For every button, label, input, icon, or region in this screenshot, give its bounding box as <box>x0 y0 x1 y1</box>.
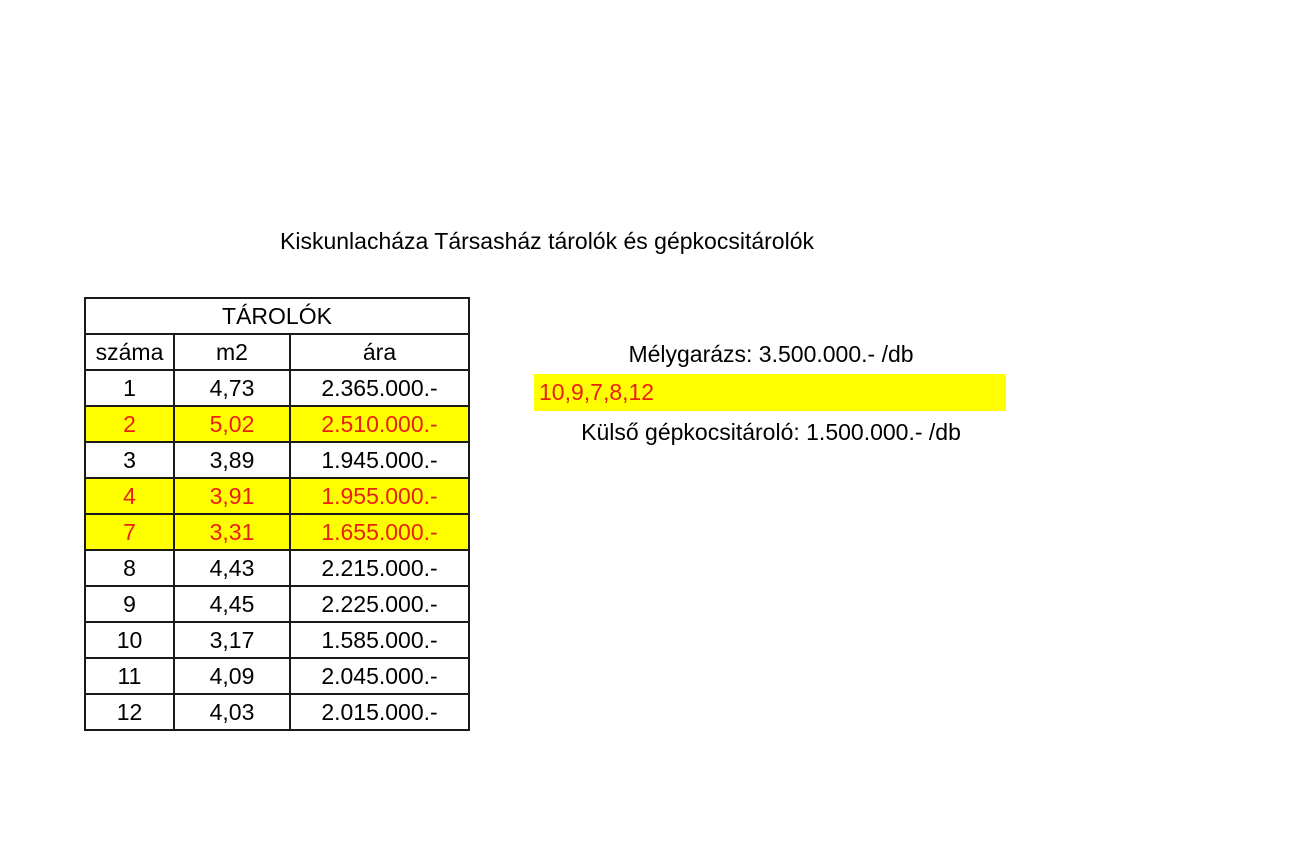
cell-area: 3,31 <box>174 514 290 550</box>
table-row <box>85 370 469 406</box>
cell-number: 10 <box>85 622 174 658</box>
storage-table <box>84 297 470 731</box>
cell-number: 12 <box>85 694 174 730</box>
cell-area: 3,89 <box>174 442 290 478</box>
cell-area: 4,03 <box>174 694 290 730</box>
garage-available-numbers: 10,9,7,8,12 <box>534 374 1006 411</box>
cell-number: 1 <box>85 370 174 406</box>
table-heading: TÁROLÓK <box>85 298 469 334</box>
cell-price: 1.945.000.- <box>290 442 469 478</box>
table-row <box>85 622 469 658</box>
cell-area: 4,43 <box>174 550 290 586</box>
cell-price: 1.655.000.- <box>290 514 469 550</box>
cell-number: 7 <box>85 514 174 550</box>
cell-area: 4,09 <box>174 658 290 694</box>
cell-number: 8 <box>85 550 174 586</box>
table-row <box>85 694 469 730</box>
cell-price: 2.015.000.- <box>290 694 469 730</box>
underground-garage-price: Mélygarázs: 3.500.000.- /db <box>628 341 914 367</box>
cell-number: 4 <box>85 478 174 514</box>
cell-area: 4,45 <box>174 586 290 622</box>
cell-area: 5,02 <box>174 406 290 442</box>
table-row <box>85 514 469 550</box>
cell-number: 2 <box>85 406 174 442</box>
table-row <box>85 586 469 622</box>
table-body <box>85 370 469 730</box>
column-header-price: ára <box>290 334 469 370</box>
table-row <box>85 478 469 514</box>
cell-price: 2.365.000.- <box>290 370 469 406</box>
cell-area: 3,17 <box>174 622 290 658</box>
cell-number: 3 <box>85 442 174 478</box>
table-row <box>85 406 469 442</box>
cell-area: 4,73 <box>174 370 290 406</box>
table-row <box>85 442 469 478</box>
table-row <box>85 550 469 586</box>
cell-price: 2.225.000.- <box>290 586 469 622</box>
outdoor-garage-price: Külső gépkocsitároló: 1.500.000.- /db <box>581 419 961 445</box>
table-header-row <box>85 334 469 370</box>
cell-price: 2.045.000.- <box>290 658 469 694</box>
cell-price: 2.215.000.- <box>290 550 469 586</box>
table-title-row <box>85 298 469 334</box>
cell-price: 1.955.000.- <box>290 478 469 514</box>
cell-number: 9 <box>85 586 174 622</box>
cell-price: 2.510.000.- <box>290 406 469 442</box>
column-header-number: száma <box>85 334 174 370</box>
cell-area: 3,91 <box>174 478 290 514</box>
cell-number: 11 <box>85 658 174 694</box>
document-title: Kiskunlacháza Társasház tárolók és gépkocsitárolók <box>280 228 814 254</box>
column-header-area: m2 <box>174 334 290 370</box>
table-row <box>85 658 469 694</box>
cell-price: 1.585.000.- <box>290 622 469 658</box>
